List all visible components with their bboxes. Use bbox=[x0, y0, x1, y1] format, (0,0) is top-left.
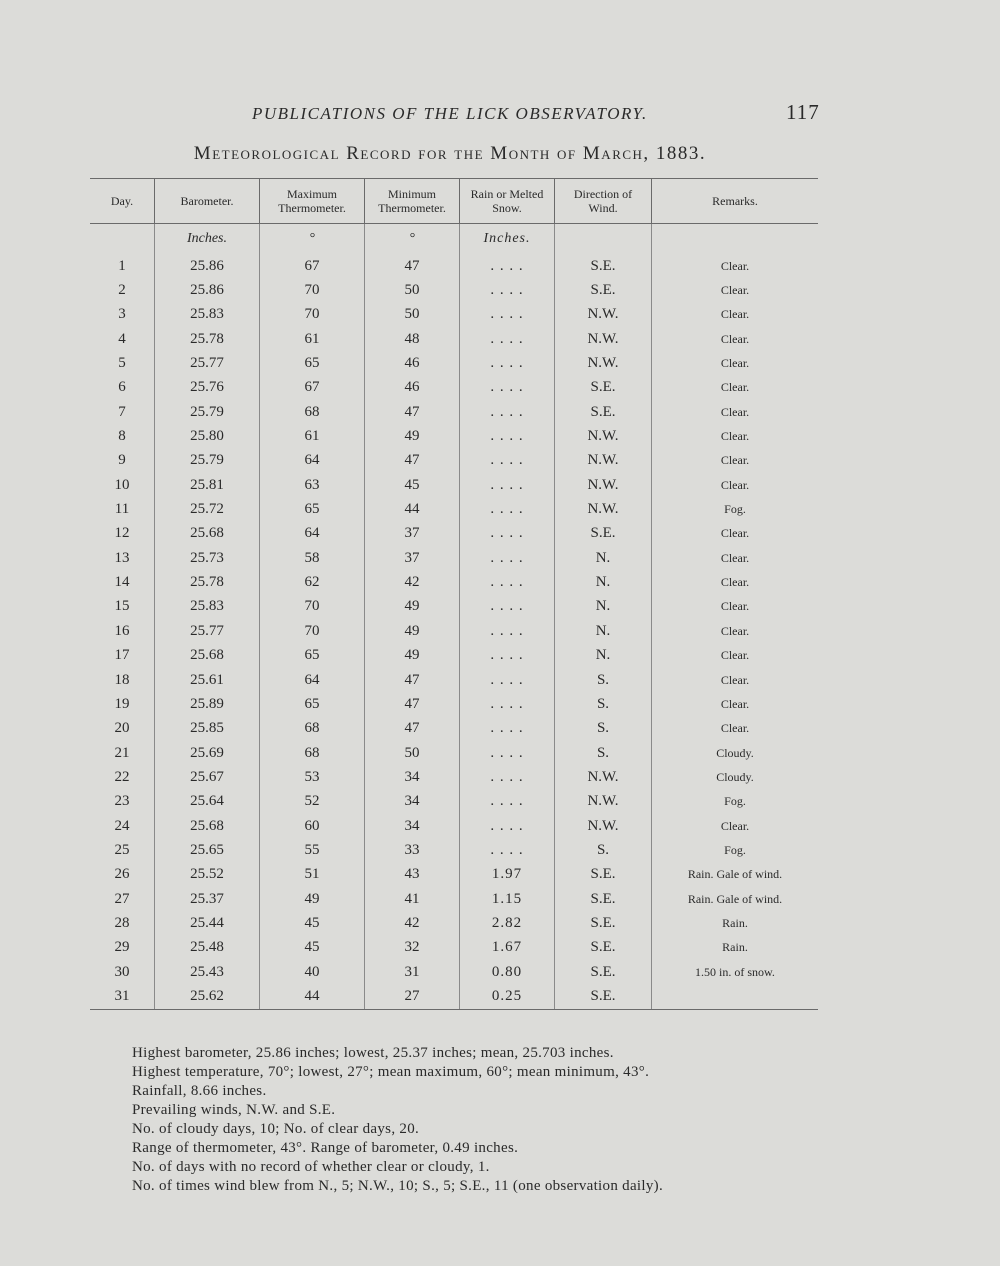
max-thermometer-cell: 64 bbox=[260, 449, 365, 473]
rain-cell: . . . . bbox=[460, 595, 555, 619]
day-cell: 3 bbox=[118, 306, 126, 323]
max-thermometer-cell: 53 bbox=[260, 765, 365, 789]
summary-line: No. of times wind blew from N., 5; N.W., 10; S., 5; S.E., 11 (one observation daily). bbox=[132, 1178, 664, 1194]
min-thermometer-cell: 42 bbox=[365, 570, 460, 594]
max-thermometer-cell: 58 bbox=[260, 546, 365, 570]
unit-cell bbox=[90, 224, 155, 255]
table-row bbox=[90, 644, 818, 668]
day-cell: 31 bbox=[90, 984, 155, 1009]
barometer-cell: 25.44 bbox=[155, 911, 260, 935]
barometer-cell: 25.77 bbox=[155, 619, 260, 643]
day-cell: 2 bbox=[118, 282, 126, 299]
max-thermometer-cell: 61 bbox=[260, 327, 365, 351]
min-thermometer-cell: 46 bbox=[365, 376, 460, 400]
barometer-cell: 25.48 bbox=[155, 936, 260, 960]
max-thermometer-cell: 68 bbox=[260, 400, 365, 424]
day-cell: 19 bbox=[114, 695, 130, 712]
rain-cell: 0.25 bbox=[460, 984, 555, 1009]
rain-cell: . . . . bbox=[460, 570, 555, 594]
summary-notes bbox=[132, 1044, 852, 1196]
max-thermometer-cell: 68 bbox=[260, 741, 365, 765]
max-thermometer-cell: 65 bbox=[260, 692, 365, 716]
table-body bbox=[90, 224, 818, 1010]
max-thermometer-cell: 45 bbox=[260, 936, 365, 960]
summary-line: No. of days with no record of whether clear or cloudy, 1. bbox=[132, 1159, 490, 1175]
column-header-barometer: Barometer. bbox=[155, 179, 260, 224]
barometer-cell: 25.65 bbox=[155, 838, 260, 862]
wind-cell: S.E. bbox=[555, 911, 652, 935]
barometer-cell: 25.78 bbox=[155, 570, 260, 594]
day-cell: 4 bbox=[118, 330, 126, 347]
min-thermometer-cell: 42 bbox=[365, 911, 460, 935]
remarks-cell: Rain. bbox=[652, 911, 819, 935]
wind-cell: N. bbox=[555, 546, 652, 570]
remarks-cell: Clear. bbox=[652, 546, 819, 570]
remarks-cell: Rain. bbox=[652, 936, 819, 960]
table-row bbox=[90, 668, 818, 692]
table-row bbox=[90, 960, 818, 984]
min-thermometer-cell: 47 bbox=[365, 692, 460, 716]
units-row bbox=[90, 224, 818, 255]
min-thermometer-cell: 49 bbox=[365, 619, 460, 643]
remarks-cell: Clear. bbox=[652, 278, 819, 302]
summary-line: Highest temperature, 70°; lowest, 27°; mean maximum, 60°; mean minimum, 43°. bbox=[132, 1064, 650, 1080]
min-thermometer-cell: 34 bbox=[365, 765, 460, 789]
rain-cell: . . . . bbox=[460, 765, 555, 789]
unit-cell: Inches. bbox=[155, 224, 260, 255]
day-cell: 13 bbox=[114, 549, 130, 566]
remarks-cell: Cloudy. bbox=[652, 765, 819, 789]
wind-cell: N.W. bbox=[555, 497, 652, 521]
table-row bbox=[90, 595, 818, 619]
day-cell: 5 bbox=[118, 355, 126, 372]
rain-cell: 2.82 bbox=[460, 911, 555, 935]
min-thermometer-cell: 41 bbox=[365, 887, 460, 911]
table-row bbox=[90, 692, 818, 716]
rain-cell: . . . . bbox=[460, 717, 555, 741]
wind-cell: N. bbox=[555, 570, 652, 594]
min-thermometer-cell: 34 bbox=[365, 790, 460, 814]
table-row bbox=[90, 741, 818, 765]
remarks-cell: Clear. bbox=[652, 254, 819, 278]
barometer-cell: 25.85 bbox=[155, 717, 260, 741]
barometer-cell: 25.68 bbox=[155, 644, 260, 668]
remarks-cell: Fog. bbox=[652, 497, 819, 521]
rain-cell: 0.80 bbox=[460, 960, 555, 984]
table-row bbox=[90, 911, 818, 935]
table-row bbox=[90, 424, 818, 448]
rain-cell: . . . . bbox=[460, 278, 555, 302]
remarks-cell: Rain. Gale of wind. bbox=[652, 863, 819, 887]
remarks-cell: Clear. bbox=[652, 449, 819, 473]
barometer-cell: 25.72 bbox=[155, 497, 260, 521]
column-header-wind: Direction of Wind. bbox=[555, 179, 652, 224]
day-cell: 23 bbox=[114, 793, 130, 810]
rain-cell: . . . . bbox=[460, 473, 555, 497]
table-row bbox=[90, 765, 818, 789]
min-thermometer-cell: 37 bbox=[365, 522, 460, 546]
min-thermometer-cell: 50 bbox=[365, 741, 460, 765]
table-row bbox=[90, 303, 818, 327]
min-thermometer-cell: 45 bbox=[365, 473, 460, 497]
barometer-cell: 25.67 bbox=[155, 765, 260, 789]
max-thermometer-cell: 68 bbox=[260, 717, 365, 741]
rain-cell: . . . . bbox=[460, 692, 555, 716]
max-thermometer-cell: 61 bbox=[260, 424, 365, 448]
rain-cell: . . . . bbox=[460, 303, 555, 327]
summary-line: Prevailing winds, N.W. and S.E. bbox=[132, 1102, 336, 1118]
table-row bbox=[90, 400, 818, 424]
day-cell: 10 bbox=[114, 476, 130, 493]
day-cell: 14 bbox=[114, 574, 130, 591]
unit-cell: ° bbox=[260, 224, 365, 255]
max-thermometer-cell: 51 bbox=[260, 863, 365, 887]
max-thermometer-cell: 55 bbox=[260, 838, 365, 862]
remarks-cell: Clear. bbox=[652, 424, 819, 448]
wind-cell: S.E. bbox=[555, 278, 652, 302]
wind-cell: S. bbox=[555, 717, 652, 741]
barometer-cell: 25.62 bbox=[155, 984, 260, 1009]
unit-cell: Inches. bbox=[460, 224, 555, 255]
day-cell: 12 bbox=[114, 525, 130, 542]
max-thermometer-cell: 45 bbox=[260, 911, 365, 935]
remarks-cell: Clear. bbox=[652, 644, 819, 668]
table-row bbox=[90, 619, 818, 643]
rain-cell: . . . . bbox=[460, 497, 555, 521]
remarks-cell: Clear. bbox=[652, 717, 819, 741]
barometer-cell: 25.37 bbox=[155, 887, 260, 911]
max-thermometer-cell: 70 bbox=[260, 303, 365, 327]
min-thermometer-cell: 50 bbox=[365, 303, 460, 327]
day-cell: 16 bbox=[114, 622, 130, 639]
rain-cell: . . . . bbox=[460, 668, 555, 692]
table-row bbox=[90, 473, 818, 497]
min-thermometer-cell: 43 bbox=[365, 863, 460, 887]
remarks-cell: Clear. bbox=[652, 619, 819, 643]
day-cell: 15 bbox=[114, 598, 130, 615]
wind-cell: S.E. bbox=[555, 936, 652, 960]
unit-cell: ° bbox=[365, 224, 460, 255]
remarks-cell: Rain. Gale of wind. bbox=[652, 887, 819, 911]
column-header-max-thermometer: Maximum Thermometer. bbox=[260, 179, 365, 224]
summary-line: Range of thermometer, 43°. Range of barometer, 0.49 inches. bbox=[132, 1140, 519, 1156]
day-cell: 26 bbox=[114, 866, 130, 883]
wind-cell: S.E. bbox=[555, 376, 652, 400]
barometer-cell: 25.69 bbox=[155, 741, 260, 765]
max-thermometer-cell: 70 bbox=[260, 595, 365, 619]
max-thermometer-cell: 67 bbox=[260, 254, 365, 278]
remarks-cell: 1.50 in. of snow. bbox=[652, 960, 819, 984]
max-thermometer-cell: 65 bbox=[260, 351, 365, 375]
summary-line: No. of cloudy days, 10; No. of clear days, 20. bbox=[132, 1121, 420, 1137]
min-thermometer-cell: 47 bbox=[365, 254, 460, 278]
day-cell: 24 bbox=[114, 817, 130, 834]
table-row bbox=[90, 863, 818, 887]
remarks-cell bbox=[652, 984, 819, 1009]
remarks-cell: Clear. bbox=[652, 668, 819, 692]
min-thermometer-cell: 37 bbox=[365, 546, 460, 570]
barometer-cell: 25.68 bbox=[155, 522, 260, 546]
wind-cell: S.E. bbox=[555, 254, 652, 278]
wind-cell: N.W. bbox=[555, 303, 652, 327]
max-thermometer-cell: 70 bbox=[260, 278, 365, 302]
rain-cell: 1.97 bbox=[460, 863, 555, 887]
table-row bbox=[90, 327, 818, 351]
table-row bbox=[90, 278, 818, 302]
max-thermometer-cell: 67 bbox=[260, 376, 365, 400]
wind-cell: N.W. bbox=[555, 449, 652, 473]
min-thermometer-cell: 32 bbox=[365, 936, 460, 960]
remarks-cell: Clear. bbox=[652, 303, 819, 327]
table-row bbox=[90, 449, 818, 473]
day-cell: 20 bbox=[114, 720, 130, 737]
day-cell: 28 bbox=[114, 914, 130, 931]
table-row bbox=[90, 814, 818, 838]
barometer-cell: 25.52 bbox=[155, 863, 260, 887]
day-cell: 27 bbox=[114, 890, 130, 907]
min-thermometer-cell: 46 bbox=[365, 351, 460, 375]
wind-cell: S.E. bbox=[555, 400, 652, 424]
min-thermometer-cell: 33 bbox=[365, 838, 460, 862]
barometer-cell: 25.79 bbox=[155, 400, 260, 424]
remarks-cell: Clear. bbox=[652, 400, 819, 424]
min-thermometer-cell: 50 bbox=[365, 278, 460, 302]
min-thermometer-cell: 48 bbox=[365, 327, 460, 351]
remarks-cell: Clear. bbox=[652, 473, 819, 497]
wind-cell: S.E. bbox=[555, 863, 652, 887]
wind-cell: S.E. bbox=[555, 960, 652, 984]
day-cell: 25 bbox=[114, 841, 130, 858]
remarks-cell: Fog. bbox=[652, 838, 819, 862]
barometer-cell: 25.86 bbox=[155, 254, 260, 278]
remarks-cell: Clear. bbox=[652, 327, 819, 351]
rain-cell: . . . . bbox=[460, 546, 555, 570]
column-header-rain: Rain or Melted Snow. bbox=[460, 179, 555, 224]
table-row bbox=[90, 936, 818, 960]
remarks-cell: Clear. bbox=[652, 692, 819, 716]
max-thermometer-cell: 52 bbox=[260, 790, 365, 814]
remarks-cell: Cloudy. bbox=[652, 741, 819, 765]
rain-cell: . . . . bbox=[460, 351, 555, 375]
table-row bbox=[90, 376, 818, 400]
table-header-row bbox=[90, 179, 818, 224]
wind-cell: N. bbox=[555, 595, 652, 619]
remarks-cell: Clear. bbox=[652, 376, 819, 400]
rain-cell: . . . . bbox=[460, 741, 555, 765]
day-cell: 7 bbox=[118, 403, 126, 420]
remarks-cell: Clear. bbox=[652, 814, 819, 838]
barometer-cell: 25.76 bbox=[155, 376, 260, 400]
barometer-cell: 25.73 bbox=[155, 546, 260, 570]
barometer-cell: 25.68 bbox=[155, 814, 260, 838]
min-thermometer-cell: 44 bbox=[365, 497, 460, 521]
barometer-cell: 25.81 bbox=[155, 473, 260, 497]
wind-cell: N. bbox=[555, 644, 652, 668]
table-row bbox=[90, 254, 818, 278]
wind-cell: N.W. bbox=[555, 765, 652, 789]
column-header-day: Day. bbox=[90, 179, 155, 224]
unit-cell bbox=[652, 224, 819, 255]
max-thermometer-cell: 63 bbox=[260, 473, 365, 497]
remarks-cell: Clear. bbox=[652, 351, 819, 375]
remarks-cell: Clear. bbox=[652, 595, 819, 619]
running-title: PUBLICATIONS OF THE LICK OBSERVATORY. bbox=[252, 104, 648, 123]
rain-cell: . . . . bbox=[460, 838, 555, 862]
day-cell: 21 bbox=[114, 744, 130, 761]
wind-cell: N.W. bbox=[555, 424, 652, 448]
barometer-cell: 25.80 bbox=[155, 424, 260, 448]
rain-cell: . . . . bbox=[460, 376, 555, 400]
barometer-cell: 25.61 bbox=[155, 668, 260, 692]
summary-line: Rainfall, 8.66 inches. bbox=[132, 1083, 267, 1099]
column-header-remarks: Remarks. bbox=[652, 179, 819, 224]
day-cell: 9 bbox=[118, 452, 126, 469]
wind-cell: S. bbox=[555, 838, 652, 862]
min-thermometer-cell: 47 bbox=[365, 400, 460, 424]
min-thermometer-cell: 49 bbox=[365, 424, 460, 448]
day-cell: 30 bbox=[114, 963, 130, 980]
barometer-cell: 25.64 bbox=[155, 790, 260, 814]
wind-cell: N.W. bbox=[555, 790, 652, 814]
min-thermometer-cell: 47 bbox=[365, 449, 460, 473]
min-thermometer-cell: 31 bbox=[365, 960, 460, 984]
min-thermometer-cell: 47 bbox=[365, 717, 460, 741]
rain-cell: . . . . bbox=[460, 619, 555, 643]
barometer-cell: 25.86 bbox=[155, 278, 260, 302]
barometer-cell: 25.89 bbox=[155, 692, 260, 716]
rain-cell: 1.67 bbox=[460, 936, 555, 960]
barometer-cell: 25.78 bbox=[155, 327, 260, 351]
column-header-min-thermometer: Minimum Thermometer. bbox=[365, 179, 460, 224]
table-row bbox=[90, 497, 818, 521]
max-thermometer-cell: 62 bbox=[260, 570, 365, 594]
barometer-cell: 25.83 bbox=[155, 303, 260, 327]
wind-cell: N.W. bbox=[555, 351, 652, 375]
wind-cell: S. bbox=[555, 741, 652, 765]
remarks-cell: Fog. bbox=[652, 790, 819, 814]
remarks-cell: Clear. bbox=[652, 570, 819, 594]
unit-cell bbox=[555, 224, 652, 255]
table-row bbox=[90, 351, 818, 375]
rain-cell: . . . . bbox=[460, 424, 555, 448]
min-thermometer-cell: 27 bbox=[365, 984, 460, 1009]
max-thermometer-cell: 64 bbox=[260, 668, 365, 692]
day-cell: 11 bbox=[114, 501, 130, 518]
wind-cell: N. bbox=[555, 619, 652, 643]
table-row bbox=[90, 570, 818, 594]
table-row bbox=[90, 984, 818, 1009]
rain-cell: . . . . bbox=[460, 790, 555, 814]
barometer-cell: 25.43 bbox=[155, 960, 260, 984]
wind-cell: S. bbox=[555, 692, 652, 716]
wind-cell: S.E. bbox=[555, 984, 652, 1009]
wind-cell: N.W. bbox=[555, 814, 652, 838]
day-cell: 29 bbox=[114, 939, 130, 956]
max-thermometer-cell: 44 bbox=[260, 984, 365, 1009]
barometer-cell: 25.77 bbox=[155, 351, 260, 375]
min-thermometer-cell: 34 bbox=[365, 814, 460, 838]
rain-cell: . . . . bbox=[460, 327, 555, 351]
wind-cell: S. bbox=[555, 668, 652, 692]
wind-cell: S.E. bbox=[555, 887, 652, 911]
wind-cell: N.W. bbox=[555, 473, 652, 497]
max-thermometer-cell: 64 bbox=[260, 522, 365, 546]
max-thermometer-cell: 65 bbox=[260, 644, 365, 668]
min-thermometer-cell: 49 bbox=[365, 595, 460, 619]
page-title: Meteorological Record for the Month of March, 1883. bbox=[193, 143, 707, 164]
max-thermometer-cell: 49 bbox=[260, 887, 365, 911]
wind-cell: N.W. bbox=[555, 327, 652, 351]
wind-cell: S.E. bbox=[555, 522, 652, 546]
day-cell: 8 bbox=[118, 428, 126, 445]
day-cell: 18 bbox=[114, 671, 130, 688]
min-thermometer-cell: 49 bbox=[365, 644, 460, 668]
rain-cell: . . . . bbox=[460, 814, 555, 838]
min-thermometer-cell: 47 bbox=[365, 668, 460, 692]
rain-cell: 1.15 bbox=[460, 887, 555, 911]
table-row bbox=[90, 546, 818, 570]
day-cell: 22 bbox=[114, 768, 130, 785]
table-row bbox=[90, 790, 818, 814]
max-thermometer-cell: 40 bbox=[260, 960, 365, 984]
day-cell: 6 bbox=[118, 379, 126, 396]
remarks-cell: Clear. bbox=[652, 522, 819, 546]
summary-line: Highest barometer, 25.86 inches; lowest, 25.37 inches; mean, 25.703 inches. bbox=[132, 1045, 614, 1061]
barometer-cell: 25.83 bbox=[155, 595, 260, 619]
table-row bbox=[90, 838, 818, 862]
rain-cell: . . . . bbox=[460, 400, 555, 424]
max-thermometer-cell: 65 bbox=[260, 497, 365, 521]
meteorological-table bbox=[90, 178, 818, 1010]
page-number: 117 bbox=[786, 100, 820, 124]
barometer-cell: 25.79 bbox=[155, 449, 260, 473]
table-row bbox=[90, 522, 818, 546]
rain-cell: . . . . bbox=[460, 644, 555, 668]
page-header bbox=[0, 100, 1000, 130]
max-thermometer-cell: 60 bbox=[260, 814, 365, 838]
day-cell: 17 bbox=[114, 647, 130, 664]
rain-cell: . . . . bbox=[460, 254, 555, 278]
rain-cell: . . . . bbox=[460, 449, 555, 473]
max-thermometer-cell: 70 bbox=[260, 619, 365, 643]
table-row bbox=[90, 887, 818, 911]
table-row bbox=[90, 717, 818, 741]
rain-cell: . . . . bbox=[460, 522, 555, 546]
day-cell: 1 bbox=[118, 257, 126, 274]
